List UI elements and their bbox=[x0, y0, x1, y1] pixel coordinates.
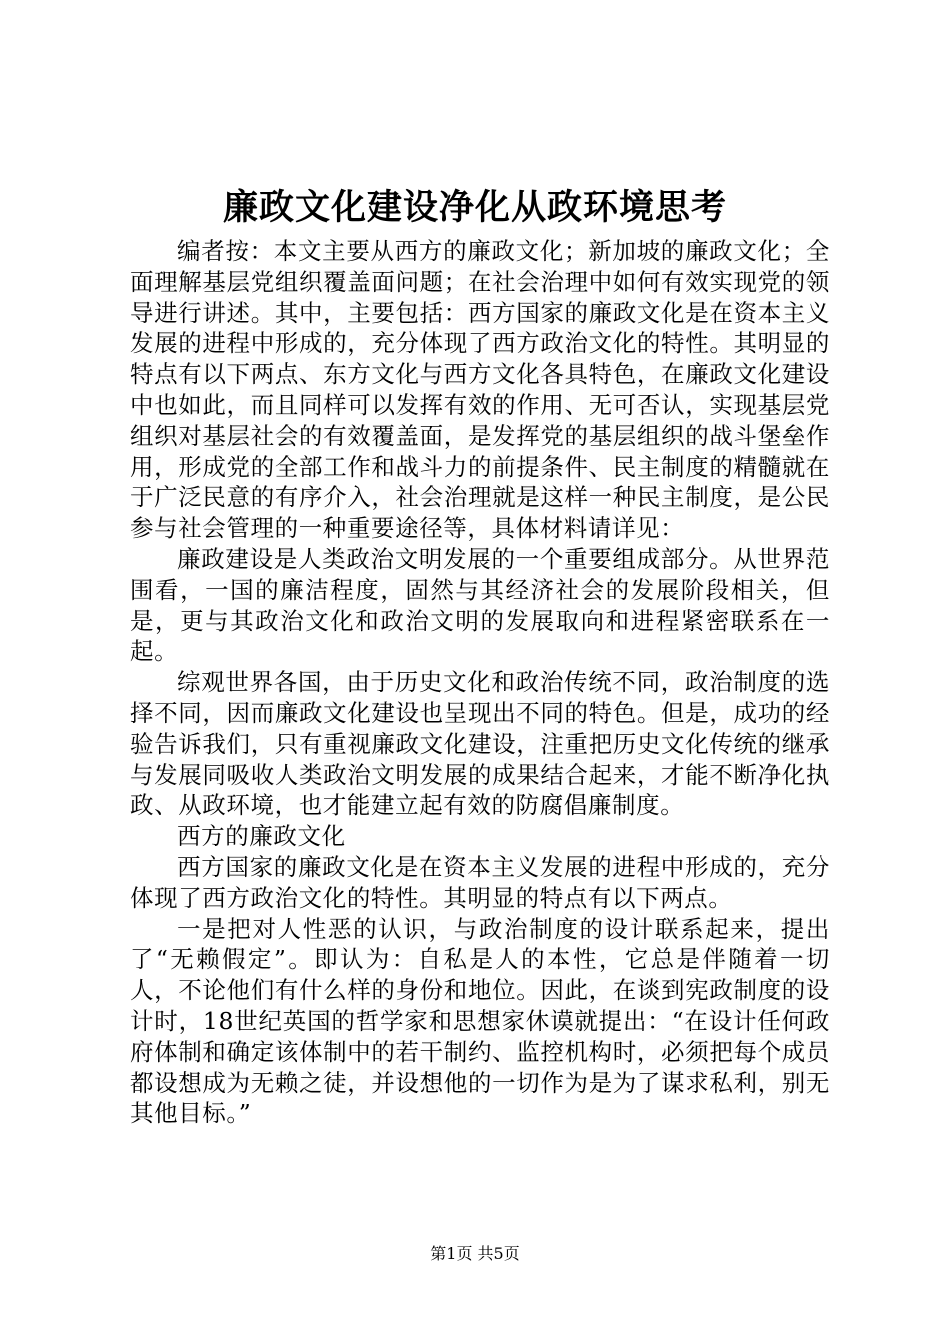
document-title: 廉政文化建设净化从政环境思考 bbox=[222, 187, 727, 228]
body-paragraph-1: 廉政建设是人类政治文明发展的一个重要组成部分。从世界范围看，一国的廉洁程度，固然与其经济社会的发展阶段相关，但是，更与其政治文化和政治文明的发展取向和进程紧密联系在一起。 bbox=[130, 544, 830, 666]
body-paragraph-2: 综观世界各国，由于历史文化和政治传统不同，政治制度的选择不同，因而廉政文化建设也呈现出不同的特色。但是，成功的经验告诉我们，只有重视廉政文化建设，注重把历史文化传统的继承与发展同吸收人类政治文明发展的成果结合起来，才能不断净化执政、从政环境，也才能建立起有效的防腐倡廉制度。 bbox=[130, 668, 830, 820]
body-paragraph-3: 西方国家的廉政文化是在资本主义发展的进程中形成的，充分体现了西方政治文化的特性。其明显的特点有以下两点。 bbox=[130, 852, 830, 912]
section-heading-western-culture: 西方的廉政文化 bbox=[177, 822, 346, 851]
page-footer: 第1页 共5页 bbox=[430, 1244, 520, 1263]
document-body bbox=[130, 236, 830, 1129]
body-paragraph-4: 一是把对人性恶的认识，与政治制度的设计联系起来，提出了“无赖假定”。即认为：自私是人的本性，它总是伴随着一切人，不论他们有什么样的身份和地位。因此，在谈到宪政制度的设计时，18世纪英国的哲学家和思想家休谟就提出：“在设计任何政府体制和确定该体制中的若干制约、监控机构时，必须把每个成员都设想成为无赖之徒，并设想他的一切作为是为了谋求私利，别无其他目标。” bbox=[130, 914, 830, 1128]
editor-note-paragraph: 编者按：本文主要从西方的廉政文化；新加坡的廉政文化；全面理解基层党组织覆盖面问题；在社会治理中如何有效实现党的领导进行讲述。其中，主要包括：西方国家的廉政文化是在资本主义发展的进程中形成的，充分体现了西方政治文化的特性。其明显的特点有以下两点、东方文化与西方文化各具特色，在廉政文化建设中也如此，而且同样可以发挥有效的作用、无可否认，实现基层党组织对基层社会的有效覆盖面，是发挥党的基层组织的战斗堡垒作用，形成党的全部工作和战斗力的前提条件、民主制度的精髓就在于广泛民意的有序介入，社会治理就是这样一种民主制度，是公民参与社会管理的一种重要途径等，具体材料请详见： bbox=[130, 237, 830, 543]
